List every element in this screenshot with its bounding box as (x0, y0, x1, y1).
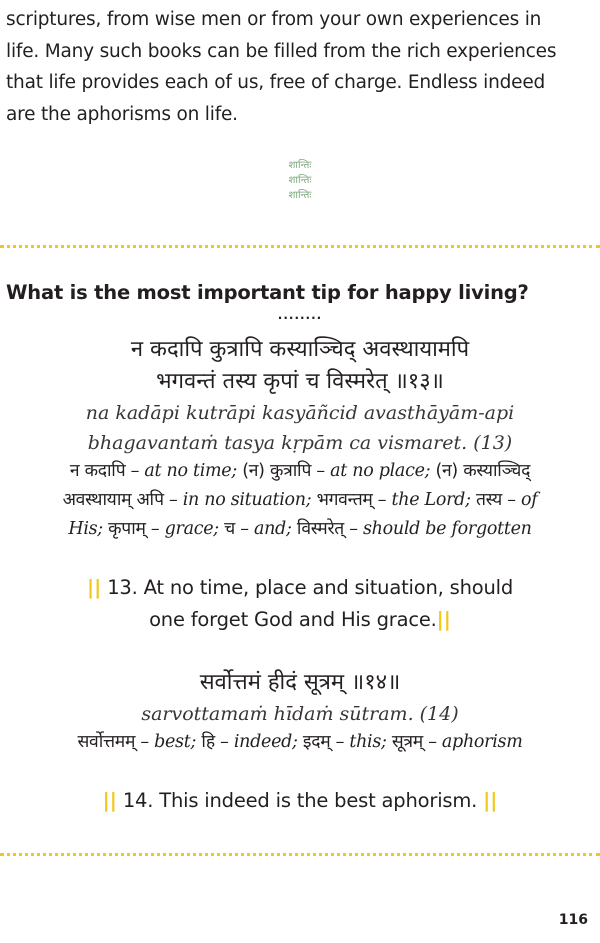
gloss-sanskrit-word: विस्मरेत् (296, 519, 344, 539)
intro-line: that life provides each of us, free of charge. Endless indeed (6, 72, 546, 93)
gloss-meaning: – and; (234, 519, 297, 539)
gloss-sanskrit-word: कृपाम् (108, 519, 146, 539)
verse-13-sanskrit-line-1: न कदापि कुत्रापि कस्याञ्चिद् अवस्थायामपि (130, 337, 470, 362)
gloss-meaning: – in no situation; (163, 490, 317, 510)
double-bar-close: || (483, 789, 498, 812)
gloss-meaning: – at no place; (311, 461, 436, 481)
separator-dots: ........ (277, 308, 323, 322)
shanti-line: शान्तिः (288, 175, 312, 186)
page-number: 116 (558, 912, 588, 928)
gloss-meaning: – the Lord; (372, 490, 476, 510)
verse-13-gloss-line-1 (0, 458, 600, 482)
gloss-meaning: – best; (135, 732, 202, 752)
summary-14 (0, 785, 600, 817)
verse-14-transliteration: sarvottamaṁ hīdaṁ sūtram. (14) (141, 703, 459, 725)
gloss-sanskrit-word: (न) कस्याञ्चिद् (435, 461, 531, 481)
gloss-sanskrit-word: अवस्थायाम् अपि (62, 490, 164, 510)
gloss-meaning: – of (501, 490, 538, 510)
verse-13-gloss-line-3 (0, 516, 600, 540)
shanti-mark (0, 158, 600, 203)
gloss-sanskrit-word: सूत्रम् (391, 732, 423, 752)
gloss-meaning: – grace; (145, 519, 225, 539)
summary-13 (0, 572, 600, 636)
top-dotted-divider (0, 245, 600, 248)
gloss-meaning: – aphorism (422, 732, 523, 752)
gloss-meaning: – at no time; (125, 461, 243, 481)
summary-13-text-1: 13. At no time, place and situation, should (101, 576, 514, 599)
intro-line: are the aphorisms on life. (6, 103, 238, 125)
gloss-meaning: His; (68, 519, 109, 539)
verse-13-transliteration-line-2: bhagavantaṁ tasya kṛpām ca vismaret. (13) (87, 432, 513, 454)
intro-line: scriptures, from wise men or from your own experiences in (6, 9, 542, 30)
gloss-sanskrit-word: न कदापि (69, 461, 126, 481)
gloss-meaning: – this; (330, 732, 392, 752)
summary-13-line-1 (0, 572, 600, 604)
double-bar-open: || (86, 576, 102, 599)
gloss-sanskrit-word: (न) कुत्रापि (242, 461, 312, 481)
gloss-meaning: – indeed; (214, 732, 303, 752)
gloss-sanskrit-word: च (224, 519, 235, 539)
gloss-sanskrit-word: इदम् (302, 732, 331, 752)
double-bar-close: || (436, 608, 451, 631)
summary-14-text: 14. This indeed is the best aphorism. (116, 789, 484, 812)
gloss-sanskrit-word: सर्वोत्तमम् (77, 732, 136, 752)
verse-13-sanskrit-line-2: भगवन्तं तस्य कृपां च विस्मरेत् ॥१३॥ (156, 369, 444, 394)
summary-13-text-2: one forget God and His grace. (149, 608, 437, 631)
bottom-dotted-divider (0, 853, 600, 856)
intro-paragraph (6, 4, 596, 130)
double-bar-open: || (102, 789, 117, 812)
verse-13-transliteration-line-1: na kadāpi kutrāpi kasyāñcid avasthāyām-api (85, 402, 515, 424)
summary-13-line-2 (0, 604, 600, 636)
gloss-sanskrit-word: हि (201, 732, 215, 752)
intro-line: life. Many such books can be filled from the rich experiences (6, 40, 557, 62)
shanti-line: शान्तिः (288, 160, 312, 171)
question-heading: What is the most important tip for happy living? (6, 281, 529, 304)
verse-13-gloss-line-2 (0, 487, 600, 511)
verse-14-gloss (0, 729, 600, 753)
verse-14-sanskrit: सर्वोत्तमं हीदं सूत्रम् ॥१४॥ (199, 670, 401, 695)
gloss-meaning: – should be forgotten (343, 519, 532, 539)
gloss-sanskrit-word: तस्य (475, 490, 502, 510)
gloss-sanskrit-word: भगवन्तम् (316, 490, 373, 510)
summary-14-line (0, 785, 600, 817)
shanti-line: शान्तिः (288, 190, 312, 201)
